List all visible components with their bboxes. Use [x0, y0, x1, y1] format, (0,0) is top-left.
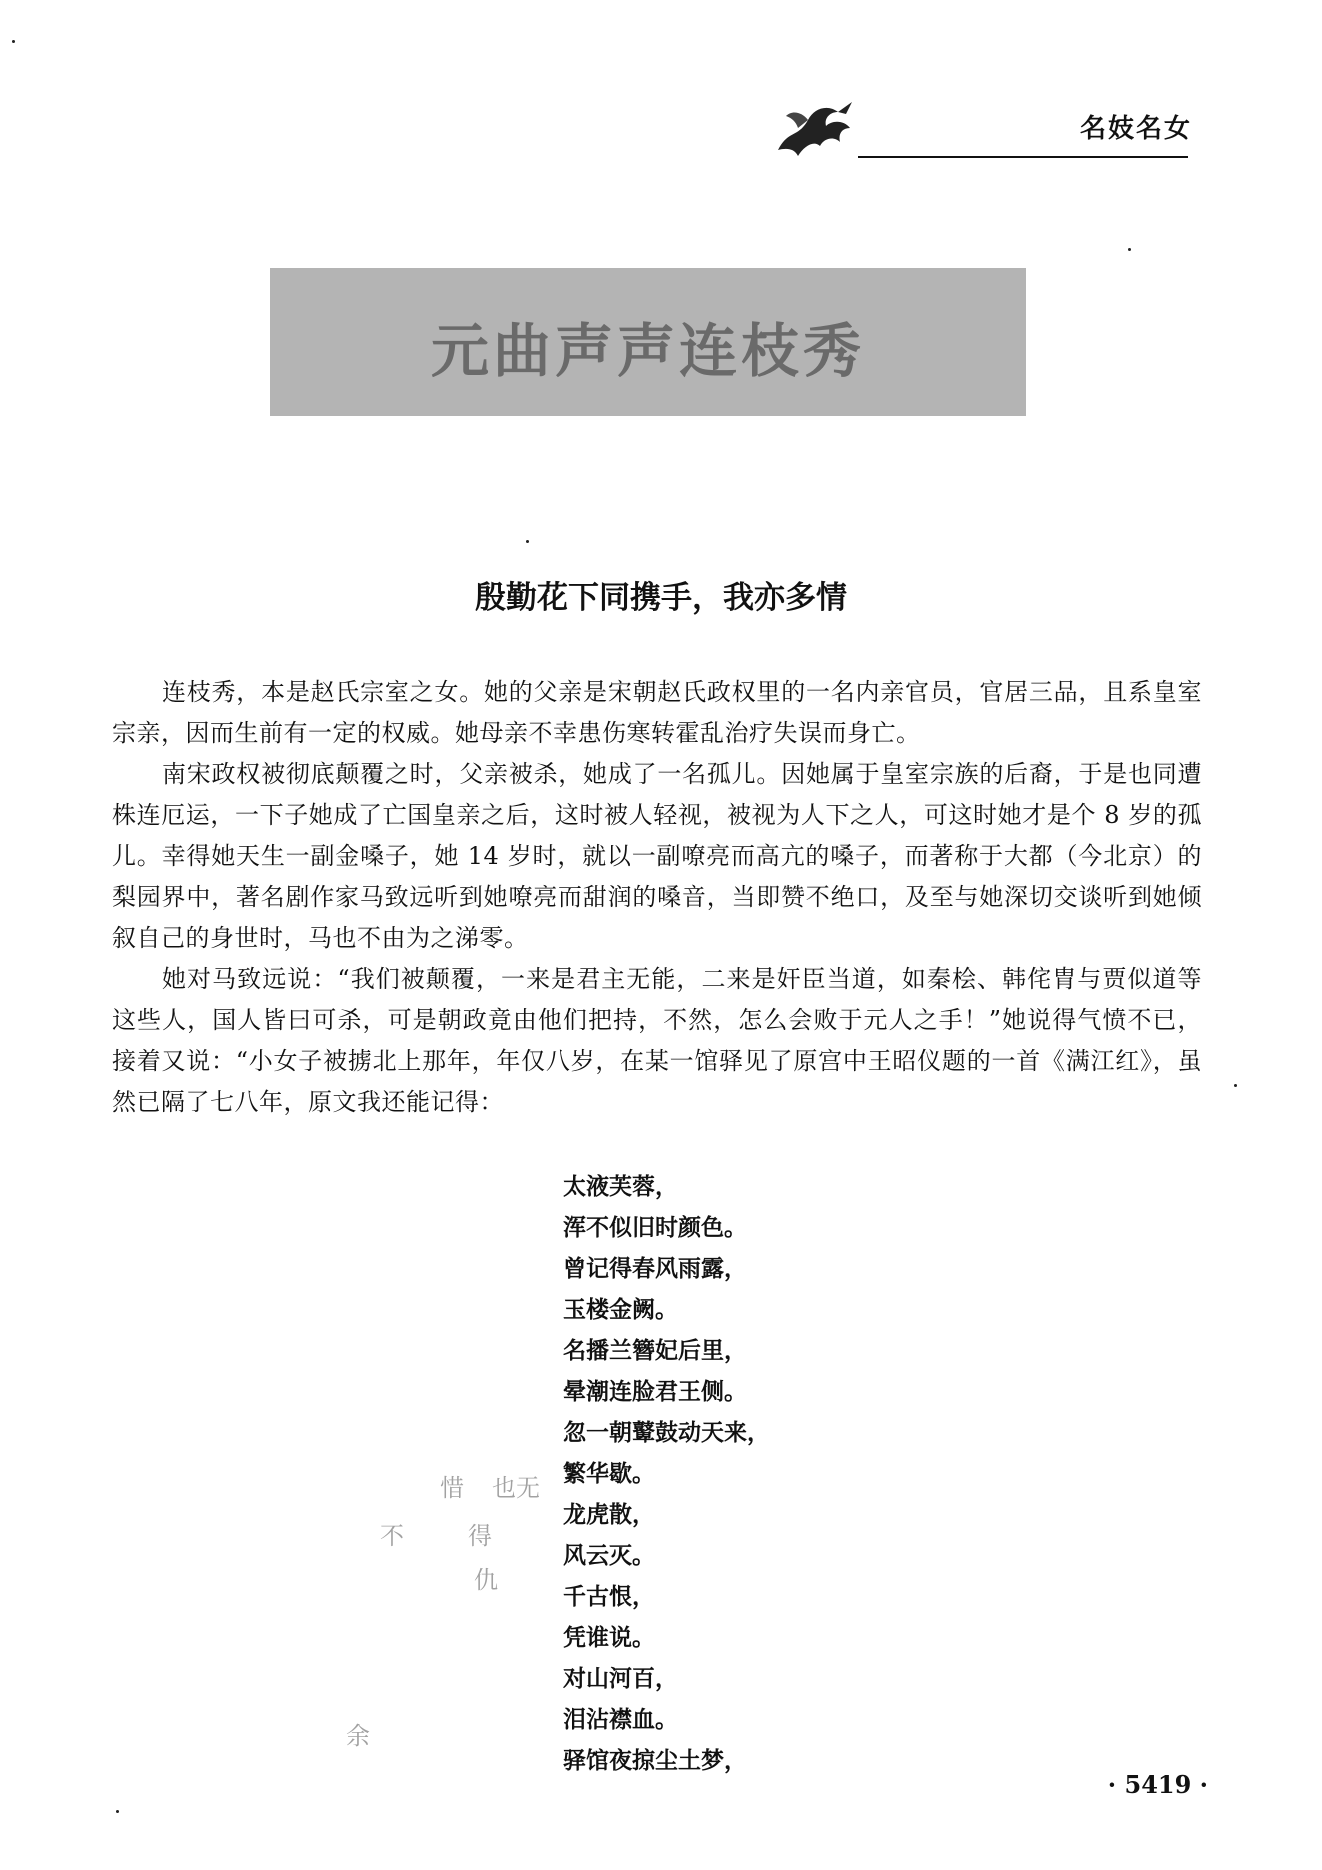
paragraph: 南宋政权被彻底颠覆之时，父亲被杀，她成了一名孤儿。因她属于皇室宗族的后裔，于是也同遭株连厄运，一下子她成了亡国皇亲之后，这时被人轻视，被视为人下之人，可这时她才是个 8 岁的孤儿。幸得她天生一副金嗓子，她 14 岁时，就以一副嘹亮而高亢的嗓子，而著称于大都（今北京）的梨园界中，著名剧作家马致远听到她嘹亮而甜润的嗓音，当即赞不绝口，及至与她深切交谈听到她倾叙自己的身世时，马也不由为之涕零。 — [112, 760, 1202, 952]
scan-speck — [1234, 1084, 1237, 1087]
bleed-through-text: 余 — [346, 1722, 370, 1750]
page-number: · 5419 · — [1107, 1770, 1208, 1799]
poem-line: 风云灭。 — [563, 1542, 655, 1569]
scan-speck — [116, 1810, 119, 1813]
poem-line: 凭谁说。 — [563, 1624, 655, 1651]
scan-speck — [526, 540, 529, 543]
poem-line: 浑不似旧时颜色。 — [563, 1214, 747, 1241]
title-banner — [270, 268, 1026, 416]
poem-line: 晕潮连脸君王侧。 — [563, 1378, 747, 1405]
bleed-through-text: 惜 — [440, 1474, 464, 1502]
header-rule — [858, 156, 1188, 158]
poem-line: 千古恨， — [563, 1583, 655, 1610]
poem-line: 太液芙蓉， — [563, 1173, 678, 1200]
poem-line: 曾记得春风雨露， — [563, 1255, 747, 1282]
bleed-through-text: 不 — [380, 1522, 404, 1550]
article-subtitle: 殷勤花下同携手，我亦多情 — [475, 580, 847, 616]
section-label: 名妓名女 — [1079, 114, 1192, 144]
scan-speck — [1128, 248, 1131, 251]
poem-line: 对山河百， — [563, 1665, 678, 1692]
article-body — [112, 672, 1202, 1123]
dragon-emblem-icon — [768, 90, 864, 164]
poem-line: 玉楼金阙。 — [563, 1296, 678, 1323]
paragraph: 她对马致远说：“我们被颠覆，一来是君主无能，二来是奸臣当道，如秦桧、韩侘胄与贾似道等这些人，国人皆曰可杀，可是朝政竟由他们把持，不然，怎么会败于元人之手！”她说得气愤不已，接着又说：“小女子被掳北上那年，年仅八岁，在某一馆驿见了原宫中王昭仪题的一首《满江红》，虽然已隔了七八年，原文我还能记得： — [112, 965, 1202, 1116]
poem-line: 名播兰簪妃后里， — [563, 1337, 747, 1364]
scan-speck — [12, 40, 15, 43]
poem — [563, 1166, 923, 1781]
bleed-through-text: 仇 — [474, 1566, 498, 1594]
poem-line: 忽一朝鼙鼓动天来， — [563, 1419, 770, 1446]
bleed-through-text: 得 — [468, 1522, 492, 1550]
poem-line: 泪沾襟血。 — [563, 1706, 678, 1733]
poem-line: 驿馆夜掠尘土梦， — [563, 1747, 747, 1774]
poem-line: 繁华歇。 — [563, 1460, 655, 1487]
poem-line: 龙虎散， — [563, 1501, 655, 1528]
article-title: 元曲声声连枝秀 — [430, 317, 865, 385]
bleed-through-text: 也无 — [492, 1474, 540, 1502]
paragraph: 连枝秀，本是赵氏宗室之女。她的父亲是宋朝赵氏政权里的一名内亲官员，官居三品，且系皇室宗亲，因而生前有一定的权威。她母亲不幸患伤寒转霍乱治疗失误而身亡。 — [112, 678, 1202, 747]
